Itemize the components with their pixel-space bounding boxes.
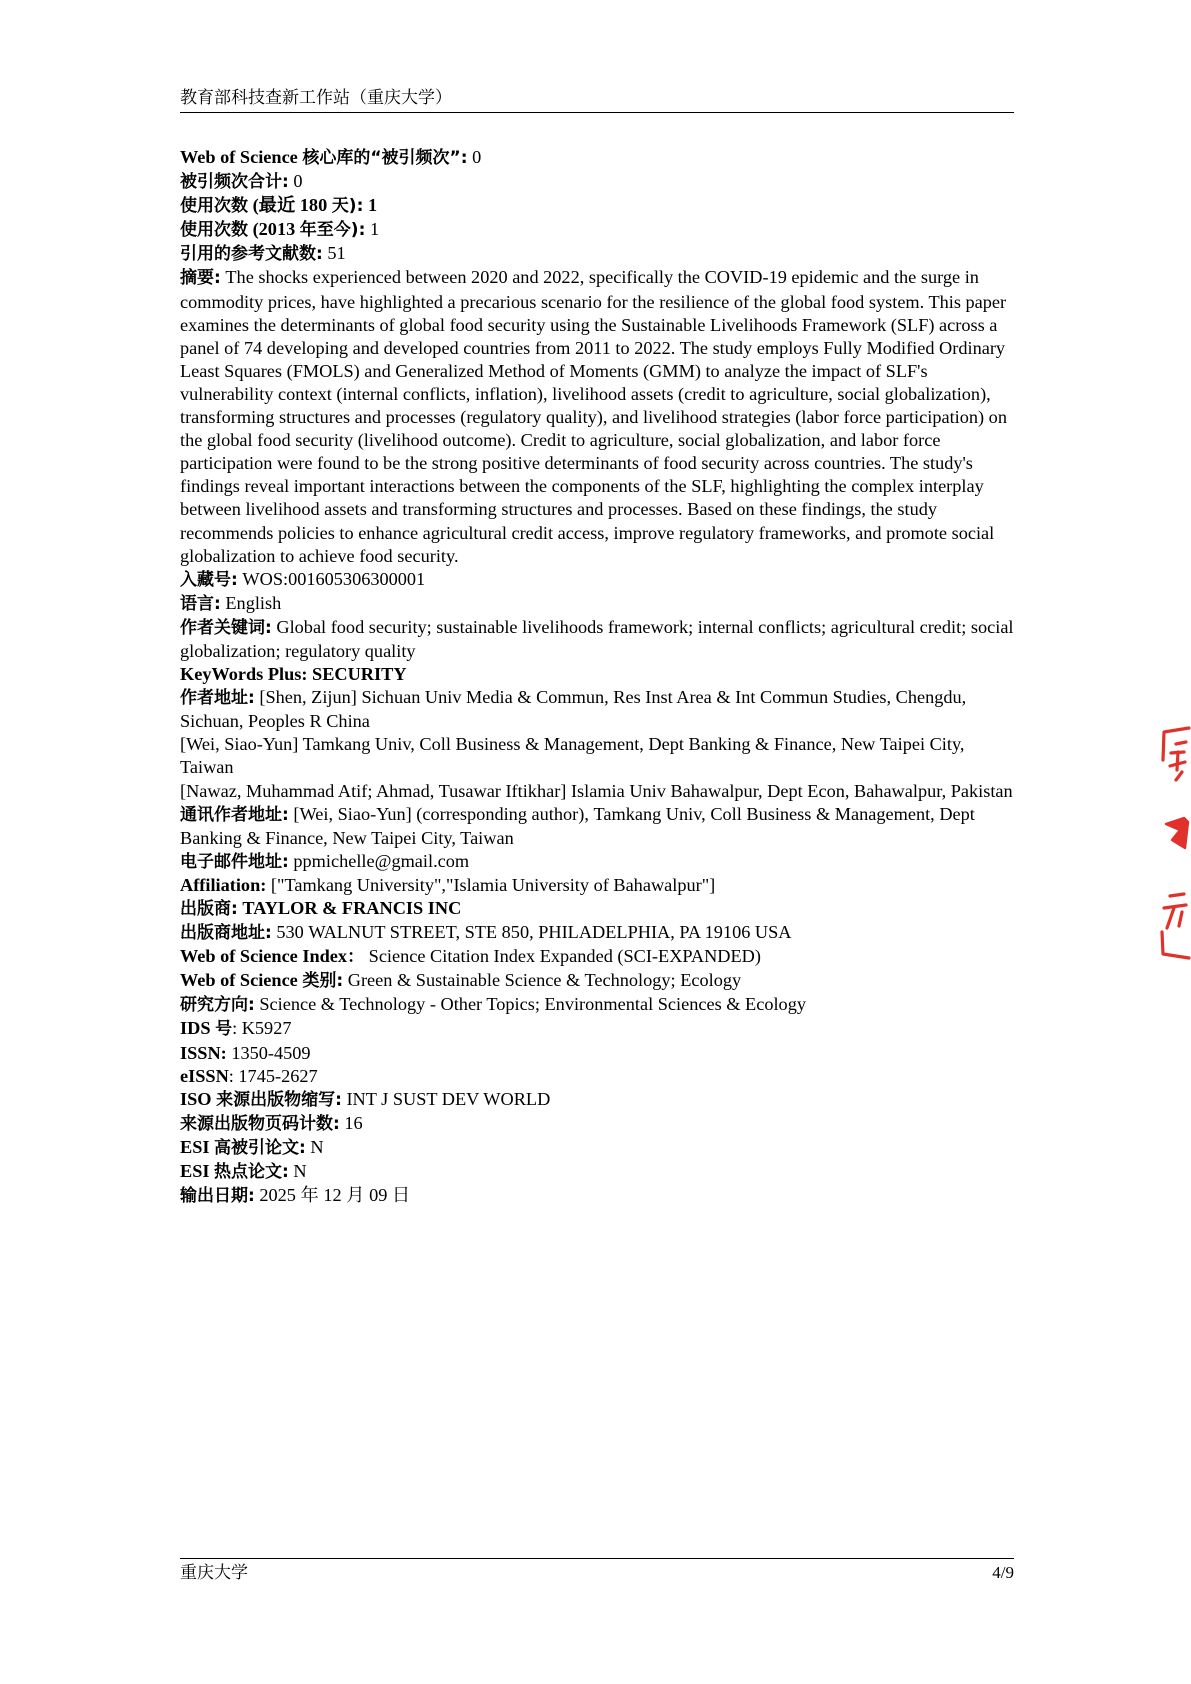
address-line: [Nawaz, Muhammad Atif; Ahmad, Tusawar Iftikhar] Islamia Univ Bahawalpur, Dept Econ, Bahawalpur, Pakistan	[180, 780, 1013, 801]
reprint-address: 通讯作者地址: [Wei, Siao-Yun] (corresponding author), Tamkang Univ, Coll Business & Management, Dept Banking & Finance, New Taipei City, Taiwan	[180, 803, 975, 848]
affiliation: Affiliation: ["Tamkang University","Islamia University of Bahawalpur"]	[180, 874, 716, 895]
wos-core-citations: Web of Science 核心库的“被引频次”: 0	[180, 147, 482, 168]
iso-abbreviation: ISO 来源出版物缩写: INT J SUST DEV WORLD	[180, 1088, 551, 1110]
page-number: 4/9	[992, 1563, 1014, 1582]
footer-institution: 重庆大学	[180, 1563, 248, 1583]
header-title: 教育部科技查新工作站（重庆大学）	[180, 88, 452, 108]
address-line: [Shen, Zijun] Sichuan Univ Media & Commun, Res Inst Area & Int Commun Studies, Chengdu, Sichuan, Peoples R China	[180, 687, 967, 732]
language: 语言: English	[180, 592, 282, 614]
author-keywords: 作者关键词: Global food security; sustainable livelihoods framework; internal conflicts; agricultural credit; social globalization; regulatory quality	[180, 616, 1014, 661]
author-addresses: 作者地址: [Shen, Zijun] Sichuan Univ Media & Commun, Res Inst Area & Int Commun Studies, Chengdu, Sichuan, Peoples R China [Wei, Siao-Yun] Tamkang Univ, Coll Business & Management, Dept Banking & Finance, New Taipei City, Taiwan [Nawaz, Muhammad Atif; Ahmad, Tusawar Iftikhar] Islamia Univ Bahawalpur, Dept Econ, Bahawalpur, Pakistan	[180, 686, 1016, 802]
email-address: 电子邮件地址: ppmichelle@gmail.com	[180, 850, 470, 872]
usage-since-2013: 使用次数 (2013 年至今): 1	[180, 219, 380, 241]
accession-number: 入藏号: WOS:001605306300001	[180, 568, 426, 590]
ids-number: IDS 号: K5927	[180, 1018, 292, 1040]
total-citations: 被引频次合计: 0	[180, 171, 303, 193]
publisher-address: 出版商地址: 530 WALNUT STREET, STE 850, PHILADELPHIA, PA 19106 USA	[180, 922, 792, 944]
page-footer	[180, 1558, 1014, 1587]
keywords-plus: KeyWords Plus: SECURITY	[180, 664, 407, 685]
abstract: 摘要: The shocks experienced between 2020 and 2022, specifically the COVID-19 epidemic and the surge in commodity prices, have highlighted a precarious scenario for the resilience of the global food system. This paper examines the determinants of global food security using the Sustainable Livelihoods Framework (SLF) across a panel of 74 developing and developed countries from 2011 to 2022. The study employs Fully Modified Ordinary Least Squares (FMOLS) and Generalized Method of Moments (GMM) to analyze the impact of SLF's vulnerability context (internal conflicts, inflation), livelihood assets (credit to agriculture, social globalization), transforming structures and processes (regulatory quality), and livelihood strategies (labor force participation) on the global food security (livelihood outcome). Credit to agriculture, social globalization, and labor force participation were found to be the strong positive determinants of food security across countries. The study's findings reveal important interactions between the components of the SLF, highlighting the complex interplay between livelihood assets and transforming structures and processes. Based on these findings, the study recommends policies to enhance agricultural credit access, improve regulatory frameworks, and promote social globalization to achieve food security.	[180, 267, 1007, 566]
research-area: 研究方向: Science & Technology - Other Topics; Environmental Sciences & Ecology	[180, 994, 806, 1016]
wos-category: Web of Science 类别: Green & Sustainable Science & Technology; Ecology	[180, 970, 742, 992]
eissn: eISSN: 1745-2627	[180, 1065, 318, 1086]
publisher: 出版商: TAYLOR & FRANCIS INC	[180, 898, 462, 919]
export-date: 输出日期: 2025 年 12 月 09 日	[180, 1185, 411, 1207]
address-line: [Wei, Siao-Yun] Tamkang Univ, Coll Business & Management, Dept Banking & Finance, New Taipei City, Taiwan	[180, 734, 965, 778]
reference-count: 引用的参考文献数: 51	[180, 243, 346, 265]
seal-stamp-icon	[1158, 722, 1191, 962]
page-header	[180, 84, 1014, 113]
issn: ISSN: 1350-4509	[180, 1042, 311, 1063]
esi-hot-paper: ESI 热点论文: N	[180, 1161, 307, 1183]
usage-180-days: 使用次数 (最近 180 天): 1	[180, 195, 378, 217]
esi-highly-cited: ESI 高被引论文: N	[180, 1136, 324, 1158]
record-content	[180, 146, 1016, 1208]
abstract-text: The shocks experienced between 2020 and 2022, specifically the COVID-19 epidemic and the surge in commodity prices, have highlighted a precarious scenario for the resilience of the global food system. This paper examines the determinants of global food security using the Sustainable Livelihoods Framework (SLF) across a panel of 74 developing and developed countries from 2011 to 2022. The study employs Fully Modified Ordinary Least Squares (FMOLS) and Generalized Method of Moments (GMM) to analyze the impact of SLF's vulnerability context (internal conflicts, inflation), livelihood assets (credit to agriculture, social globalization), transforming structures and processes (regulatory quality), and livelihood strategies (labor force participation) on the global food security (livelihood outcome). Credit to agriculture, social globalization, and labor force participation were found to be the strong positive determinants of food security across countries. The study's findings reveal important interactions between the components of the SLF, highlighting the complex interplay between livelihood assets and transforming structures and processes. Based on these findings, the study recommends policies to enhance agricultural credit access, improve regulatory frameworks, and promote social globalization to achieve food security.	[180, 267, 1007, 566]
wos-index: Web of Science Index： Science Citation Index Expanded (SCI-EXPANDED)	[180, 946, 761, 968]
page-count: 来源出版物页码计数: 16	[180, 1112, 363, 1134]
